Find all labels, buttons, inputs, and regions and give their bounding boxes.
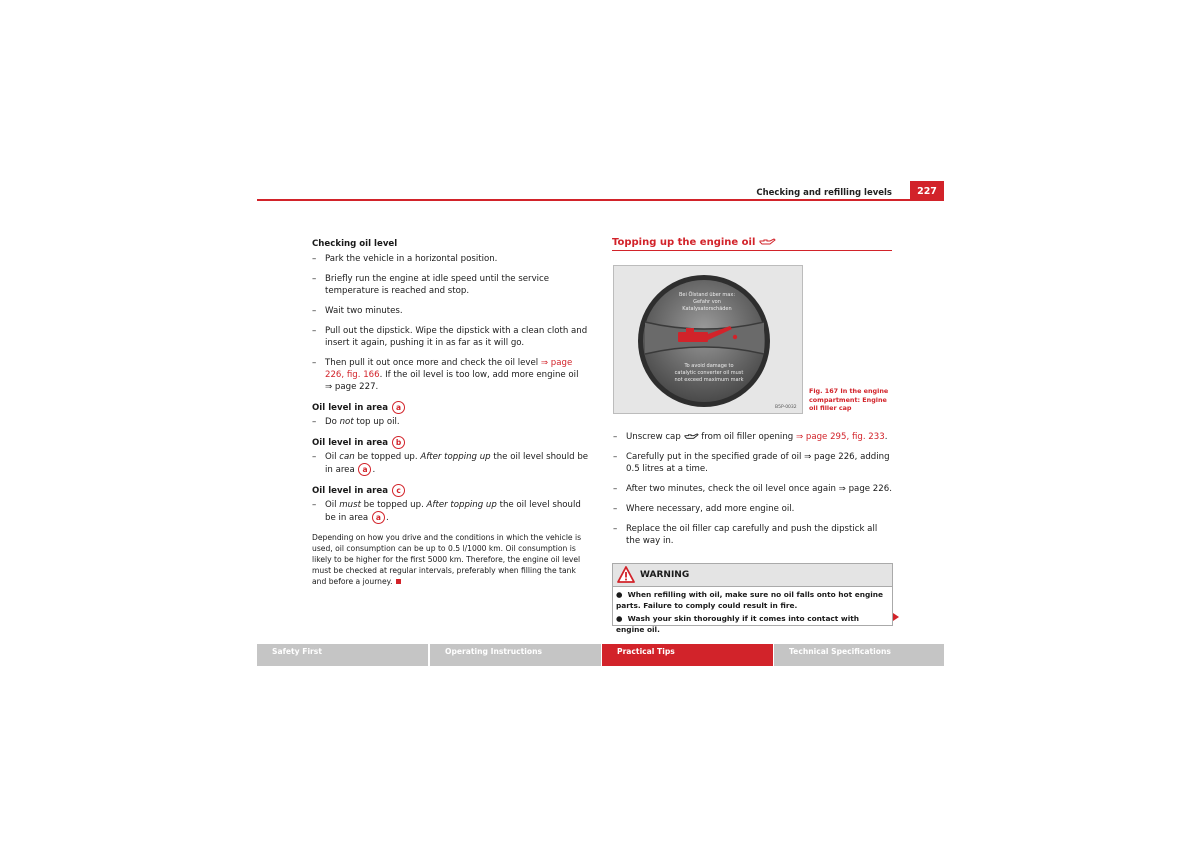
left-column — [312, 238, 589, 587]
oil-filler-cap-figure — [613, 265, 803, 414]
figure-code: B5P-0032 — [775, 405, 797, 410]
page-number: 227 — [910, 181, 944, 200]
warning-item: ● Wash your skin thoroughly if it comes into contact with engine oil. — [616, 614, 860, 634]
step-4: – Pull out the dipstick. Wipe the dipstick with a clean cloth and insert it again, pushing it in as far as it will go. — [312, 326, 588, 348]
area-a-marker: a — [392, 401, 405, 414]
oil-filler-cap-illustration — [614, 266, 802, 413]
section-end-marker — [396, 579, 401, 584]
tab-practical-tips[interactable]: Practical Tips — [602, 644, 773, 666]
consumption-note: Depending on how you drive and the conditions in which the vehicle is used, oil consumption can be up to 0.5 l/1000 km. Oil consumption is likely to be higher for the first 5000 km. Therefore, the engine oil level must be checked at regular intervals, preferably when filling the tank and before a journey. — [312, 533, 582, 586]
step-3: – Wait two minutes. — [312, 306, 403, 316]
checking-oil-heading: Checking oil level — [312, 239, 398, 249]
warning-triangle-icon — [617, 566, 635, 583]
tab-technical-specifications[interactable]: Technical Specifications — [774, 644, 944, 666]
running-header-title: Checking and refilling levels — [756, 188, 892, 198]
warning-item: ● When refilling with oil, make sure no oil falls onto hot engine parts. Failure to comply could result in fire. — [616, 590, 884, 610]
area-a-ref: a — [358, 463, 371, 476]
warning-body — [613, 587, 892, 635]
warning-box — [612, 563, 893, 634]
area-c-heading: Oil level in area c — [312, 484, 589, 497]
step-add: – Where necessary, add more engine oil. — [613, 504, 795, 514]
area-c-marker: c — [392, 484, 405, 497]
section-rule — [612, 250, 892, 251]
area-c-text: – Oil must be topped up. After topping up the oil level should be in area a . — [312, 500, 581, 523]
step-check: – After two minutes, check the oil level once again ⇒ page 226. — [613, 484, 892, 494]
tab-safety-first[interactable]: Safety First — [257, 644, 428, 666]
figure-caption: Fig. 167 In the engine compartment: Engine oil filler cap — [809, 387, 889, 412]
area-a-ref: a — [372, 511, 385, 524]
area-b-heading: Oil level in area b — [312, 436, 589, 449]
oil-can-icon — [759, 238, 776, 246]
cap-text-top: Bei Ölstand über max: Gefahr von Katalysatorschäden — [678, 292, 735, 312]
page-link[interactable]: ⇒ page 226, — [325, 358, 573, 380]
continue-arrow-icon — [893, 613, 899, 621]
oil-can-icon — [684, 433, 699, 440]
area-a-heading: Oil level in area a — [312, 401, 589, 414]
step-5: – Then pull it out once more and check the oil level ⇒ page 226, fig. 166. If the oil level is too low, add more engine oil ⇒ page 227. — [312, 358, 579, 392]
header-rule — [257, 199, 944, 201]
figure-link[interactable]: fig. 166 — [346, 370, 380, 380]
area-b-marker: b — [392, 436, 405, 449]
page-link[interactable]: ⇒ page 295, fig. 233 — [795, 432, 885, 442]
step-1: – Park the vehicle in a horizontal position. — [312, 254, 498, 264]
area-a-text: – Do not top up oil. — [312, 417, 400, 427]
area-b-text: – Oil can be topped up. After topping up the oil level should be in area a . — [312, 452, 589, 475]
warning-header — [613, 564, 892, 587]
step-2: – Briefly run the engine at idle speed until the service temperature is reached and stop. — [312, 274, 550, 296]
step-pour: – Carefully put in the specified grade of oil ⇒ page 226, adding 0.5 litres at a time. — [613, 452, 890, 474]
section-title: Topping up the engine oil — [612, 237, 776, 248]
page-ref: ⇒ page 227. — [325, 382, 379, 392]
step-unscrew: – Unscrew cap from oil filler opening ⇒ page 295, fig. 233. — [613, 432, 888, 442]
cap-text-bottom: To avoid damage to catalytic converter oil must not exceed maximum mark — [674, 363, 744, 383]
right-steps — [613, 431, 893, 555]
warning-title: WARNING — [640, 570, 690, 580]
step-replace: – Replace the oil filler cap carefully and push the dipstick all the way in. — [613, 524, 878, 546]
tab-operating-instructions[interactable]: Operating Instructions — [430, 644, 601, 666]
